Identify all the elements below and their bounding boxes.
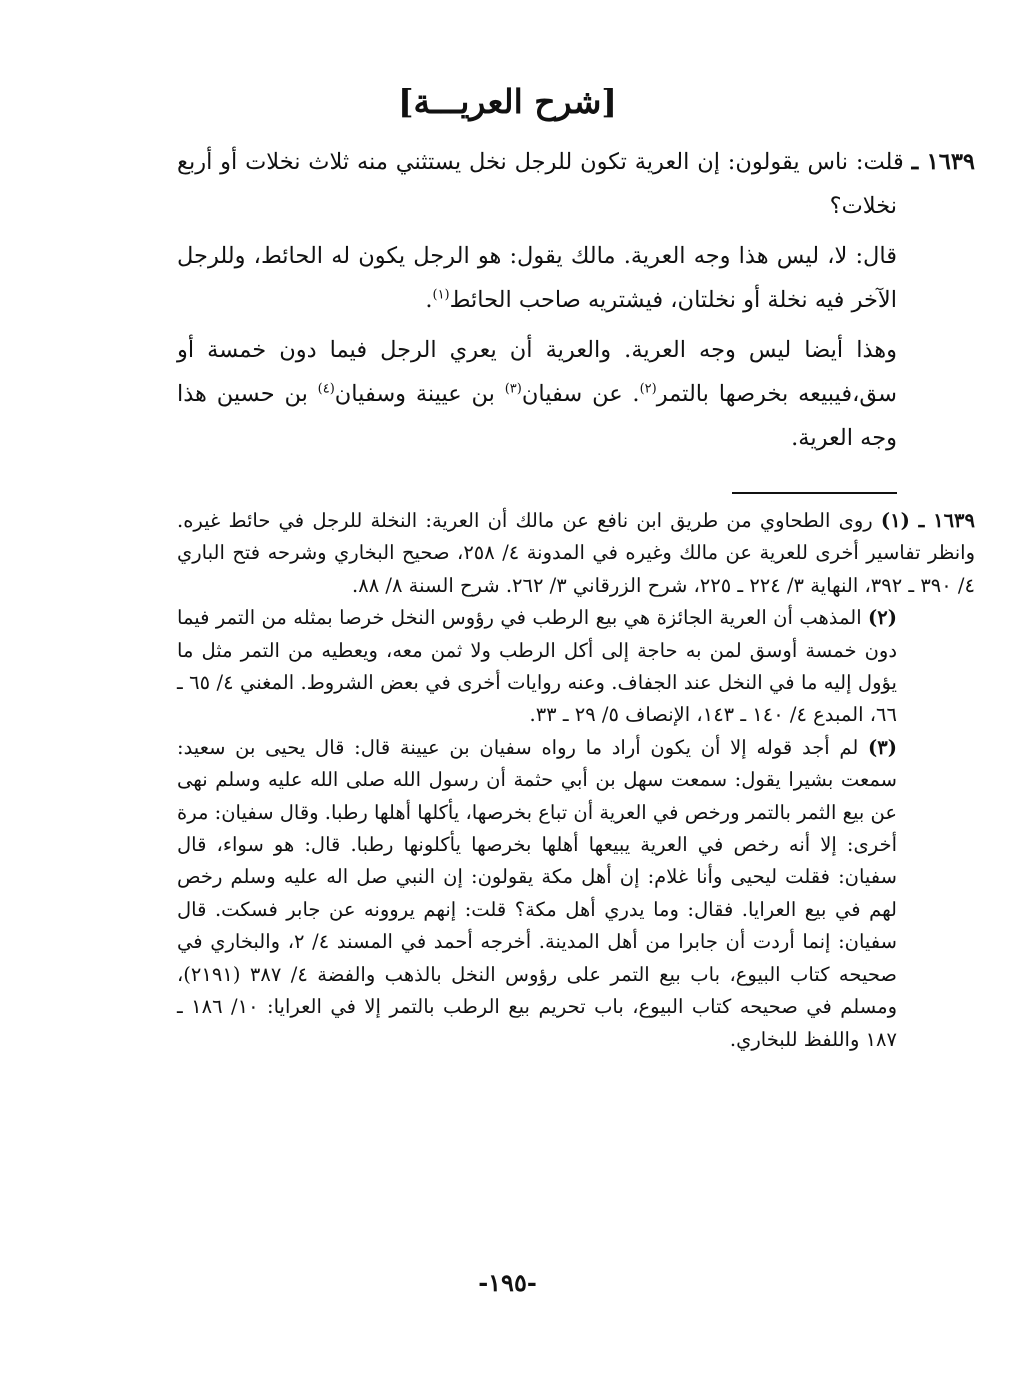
footnote-ref-1[interactable]: (١) bbox=[432, 287, 450, 303]
paragraph-definition bbox=[177, 328, 897, 460]
footnote-3-label: (٣) bbox=[868, 735, 897, 759]
entry-number: ١٦٣٩ ـ bbox=[911, 149, 975, 175]
section-title: [شرح العريـــة] bbox=[397, 82, 618, 121]
definition-text-b: . عن سفيان bbox=[521, 381, 640, 407]
footnote-ref-2[interactable]: (٢) bbox=[639, 381, 657, 397]
answer-text: قال: لا، ليس هذا وجه العرية. مالك يقول: هو الرجل يكون له الحائط، وللرجل الآخر فيه نخلة أو نخلتان، فيشتريه صاحب الحائط bbox=[177, 243, 897, 313]
footnote-ref-4[interactable]: (٤) bbox=[317, 381, 335, 397]
definition-text-d: بن حسين هذا وجه العرية. bbox=[177, 381, 897, 451]
footnote-1 bbox=[177, 505, 975, 602]
page-number: -١٩٥- bbox=[478, 1268, 537, 1297]
paragraph-answer bbox=[177, 234, 897, 322]
footnote-2 bbox=[177, 602, 897, 732]
answer-end: . bbox=[425, 287, 433, 313]
paragraph-question bbox=[177, 140, 975, 228]
footnote-1-label: ١٦٣٩ ـ (١) bbox=[880, 509, 975, 532]
footnote-3 bbox=[177, 732, 897, 1056]
main-text bbox=[177, 140, 975, 466]
footnote-2-text: المذهب أن العرية الجائزة هي بيع الرطب في رؤوس النخل خرصا بمثله من التمر فيما دون خمسة أوسق لمن به حاجة إلى أكل الرطب ولا ثمن معه، ويعطيه من التمر مثل ما يؤول إليه ما في النخل عند الجفاف. وعنه روايات أخرى في بعض الشروط. المغني ٤/ ٦٥ ـ ٦٦، المبدع ٤/ ١٤٠ ـ ١٤٣، الإنصاف ٥/ ٢٩ ـ ٣٣. bbox=[177, 606, 897, 727]
footnote-2-label: (٢) bbox=[868, 606, 897, 630]
footnote-3-text: لم أجد قوله إلا أن يكون أراد ما رواه سفيان بن عيينة قال: قال يحيى بن سعيد: سمعت بشيرا يقول: سمعت سهل بن أبي حثمة أن رسول الله صلى الله عليه وسلم نهى عن بيع الثمر بالتمر ورخص في العرية أن تباع بخرصها، يأكلها أهلها رطبا. وقال سفيان: مرة أخرى: إلا أنه رخص في العرية يبيعها أهلها بخرصها يأكلونها رطبا. قال: هو سواء، قال سفيان: فقلت ليحيى وأنا غلام: إن أهل مكة يقولون: إن النبي صل اله عليه وسلم رخص لهم في بيع العرايا. فقال: وما يدري أهل مكة؟ قلت: إنهم يروونه عن جابر فسكت. قال سفيان: إنما أردت أن جابرا من أهل المدينة. أخرجه أحمد في المسند ٤/ ٢، والبخاري في صحيحه كتاب البيوع، باب بيع التمر على رؤوس النخل بالذهب والفضة ٤/ ٣٨٧ (٢١٩١)، ومسلم في صحيحه كتاب البيوع، باب تحريم بيع الرطب بالتمر إلا في العرايا: ١٠/ ١٨٦ ـ ١٨٧ واللفظ للبخاري. bbox=[177, 735, 897, 1051]
footnote-divider bbox=[732, 492, 897, 494]
question-text: قلت: ناس يقولون: إن العرية تكون للرجل نخل يستثني منه ثلاث نخلات أو أربع نخلات؟ bbox=[177, 149, 904, 219]
footnotes bbox=[177, 505, 975, 1056]
footnote-ref-3[interactable]: (٣) bbox=[504, 381, 522, 397]
definition-text-a: وهذا أيضا ليس وجه العرية. والعرية أن يعري الرجل فيما دون خمسة أو سق،فيبيعه بخرصها بالتمر bbox=[177, 337, 897, 407]
definition-text-c: بن عيينة وسفيان bbox=[334, 381, 505, 407]
footnote-1-text: روى الطحاوي من طريق ابن نافع عن مالك أن العرية: النخلة للرجل في حائط غيره. وانظر تفاسير أخرى للعرية عن مالك وغيره في المدونة ٤/ ٢٥٨، صحيح البخاري وشرحه فتح الباري ٤/ ٣٩٠ ـ ٣٩٢، النهاية ٣/ ٢٢٤ ـ ٢٢٥، شرح الزرقاني ٣/ ٢٦٢. شرح السنة ٨/ ٨٨. bbox=[177, 509, 975, 597]
